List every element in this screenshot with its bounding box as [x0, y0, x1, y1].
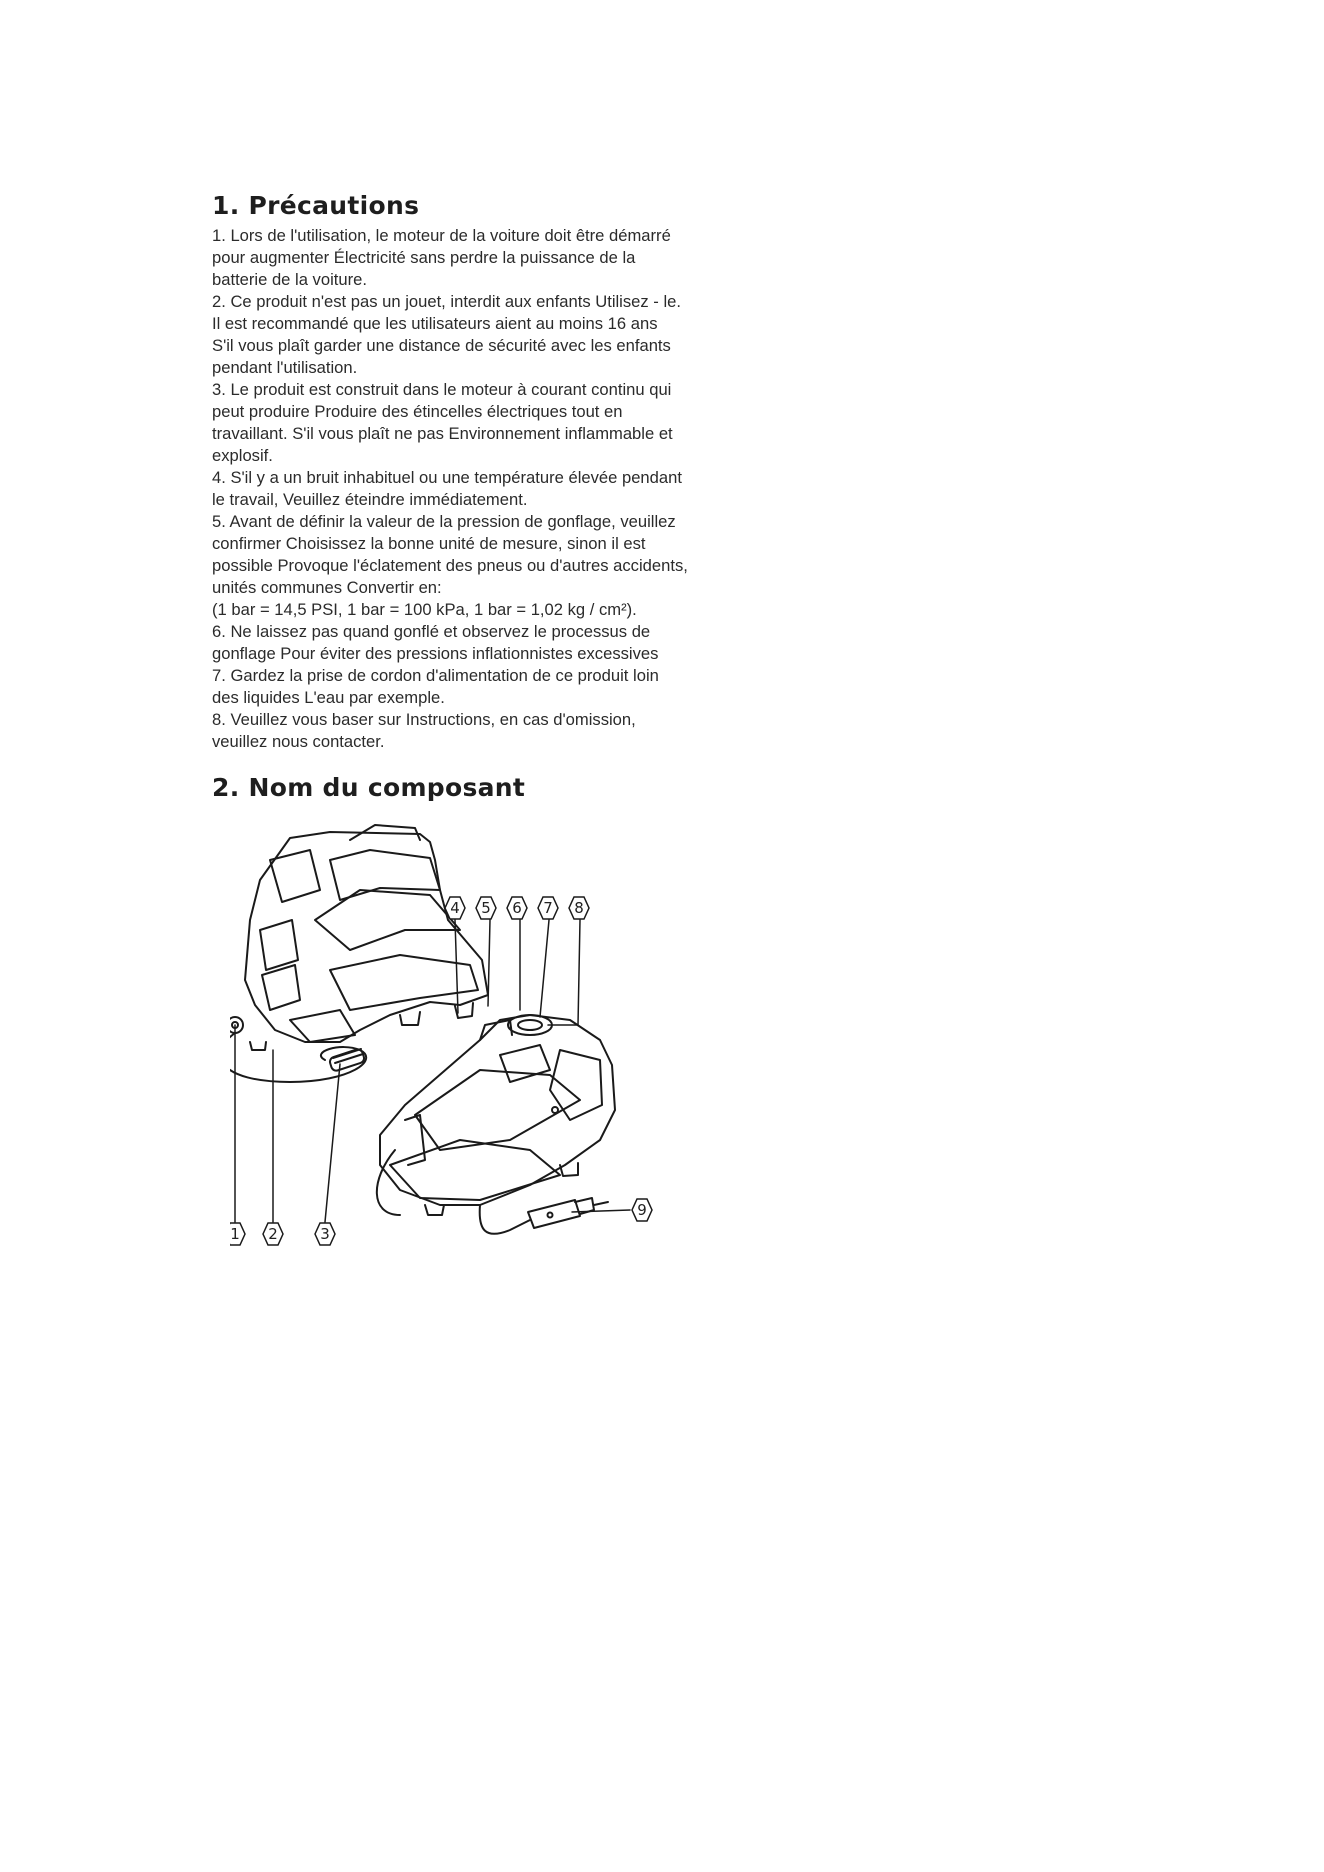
- precaution-line: confirmer Choisissez la bonne unité de mesure, sinon il est: [212, 534, 646, 553]
- precaution-line: 1. Lors de l'utilisation, le moteur de la voiture doit être démarré: [212, 226, 671, 245]
- precaution-line: 2. Ce produit n'est pas un jouet, interdit aux enfants Utilisez - le.: [212, 292, 681, 311]
- air-compressor-illustration: [230, 820, 710, 1260]
- precaution-line: unités communes Convertir en:: [212, 578, 442, 597]
- callout-label-3: 3: [320, 1225, 330, 1243]
- precaution-line: 4. S'il y a un bruit inhabituel ou une température élevée pendant: [212, 468, 682, 487]
- precaution-line: des liquides L'eau par exemple.: [212, 688, 445, 707]
- precaution-line: veuillez nous contacter.: [212, 732, 385, 751]
- precaution-line: peut produire Produire des étincelles électriques tout en: [212, 402, 623, 421]
- callout-7: [538, 897, 558, 919]
- precaution-line: batterie de la voiture.: [212, 270, 367, 289]
- callout-8: [569, 897, 589, 919]
- precautions-list: [212, 225, 772, 753]
- precaution-line: travaillant. S'il vous plaît ne pas Environnement inflammable et: [212, 424, 673, 443]
- callout-label-8: 8: [574, 899, 584, 917]
- callout-label-7: 7: [543, 899, 553, 917]
- section-title-precautions: 1. Précautions: [212, 191, 420, 220]
- precaution-line: explosif.: [212, 446, 273, 465]
- precaution-line: 3. Le produit est construit dans le moteur à courant continu qui: [212, 380, 672, 399]
- callout-9: [632, 1199, 652, 1221]
- precaution-line: le travail, Veuillez éteindre immédiatement.: [212, 490, 528, 509]
- precaution-line: possible Provoque l'éclatement des pneus ou d'autres accidents,: [212, 556, 688, 575]
- callout-4: [445, 897, 465, 919]
- compressor-rear-view: [230, 825, 488, 1082]
- component-diagram: [230, 820, 710, 1260]
- precaution-line: 7. Gardez la prise de cordon d'alimentation de ce produit loin: [212, 666, 659, 685]
- callout-label-2: 2: [268, 1225, 278, 1243]
- precaution-line: gonflage Pour éviter des pressions inflationnistes excessives: [212, 644, 659, 663]
- callout-label-9: 9: [637, 1201, 647, 1219]
- precaution-line: 6. Ne laissez pas quand gonflé et observez le processus de: [212, 622, 651, 641]
- callout-3: [315, 1223, 335, 1245]
- callout-5: [476, 897, 496, 919]
- callout-label-5: 5: [481, 899, 491, 917]
- callout-1: [230, 1223, 245, 1245]
- precaution-line: (1 bar = 14,5 PSI, 1 bar = 100 kPa, 1 bar = 1,02 kg / cm²).: [212, 600, 637, 619]
- precaution-line: 8. Veuillez vous baser sur Instructions, en cas d'omission,: [212, 710, 636, 729]
- precaution-line: pour augmenter Électricité sans perdre la puissance de la: [212, 248, 636, 267]
- section-title-components: 2. Nom du composant: [212, 773, 526, 802]
- precaution-line: Il est recommandé que les utilisateurs aient au moins 16 ans: [212, 314, 658, 333]
- callout-markers: [230, 897, 652, 1245]
- precaution-line: 5. Avant de définir la valeur de la pression de gonflage, veuillez: [212, 512, 676, 531]
- callout-label-4: 4: [450, 899, 460, 917]
- callout-6: [507, 897, 527, 919]
- callout-2: [263, 1223, 283, 1245]
- precaution-line: S'il vous plaît garder une distance de sécurité avec les enfants: [212, 336, 671, 355]
- callout-label-6: 6: [512, 899, 522, 917]
- compressor-front-view: [377, 1015, 615, 1234]
- callout-label-1: 1: [230, 1225, 240, 1243]
- precaution-line: pendant l'utilisation.: [212, 358, 358, 377]
